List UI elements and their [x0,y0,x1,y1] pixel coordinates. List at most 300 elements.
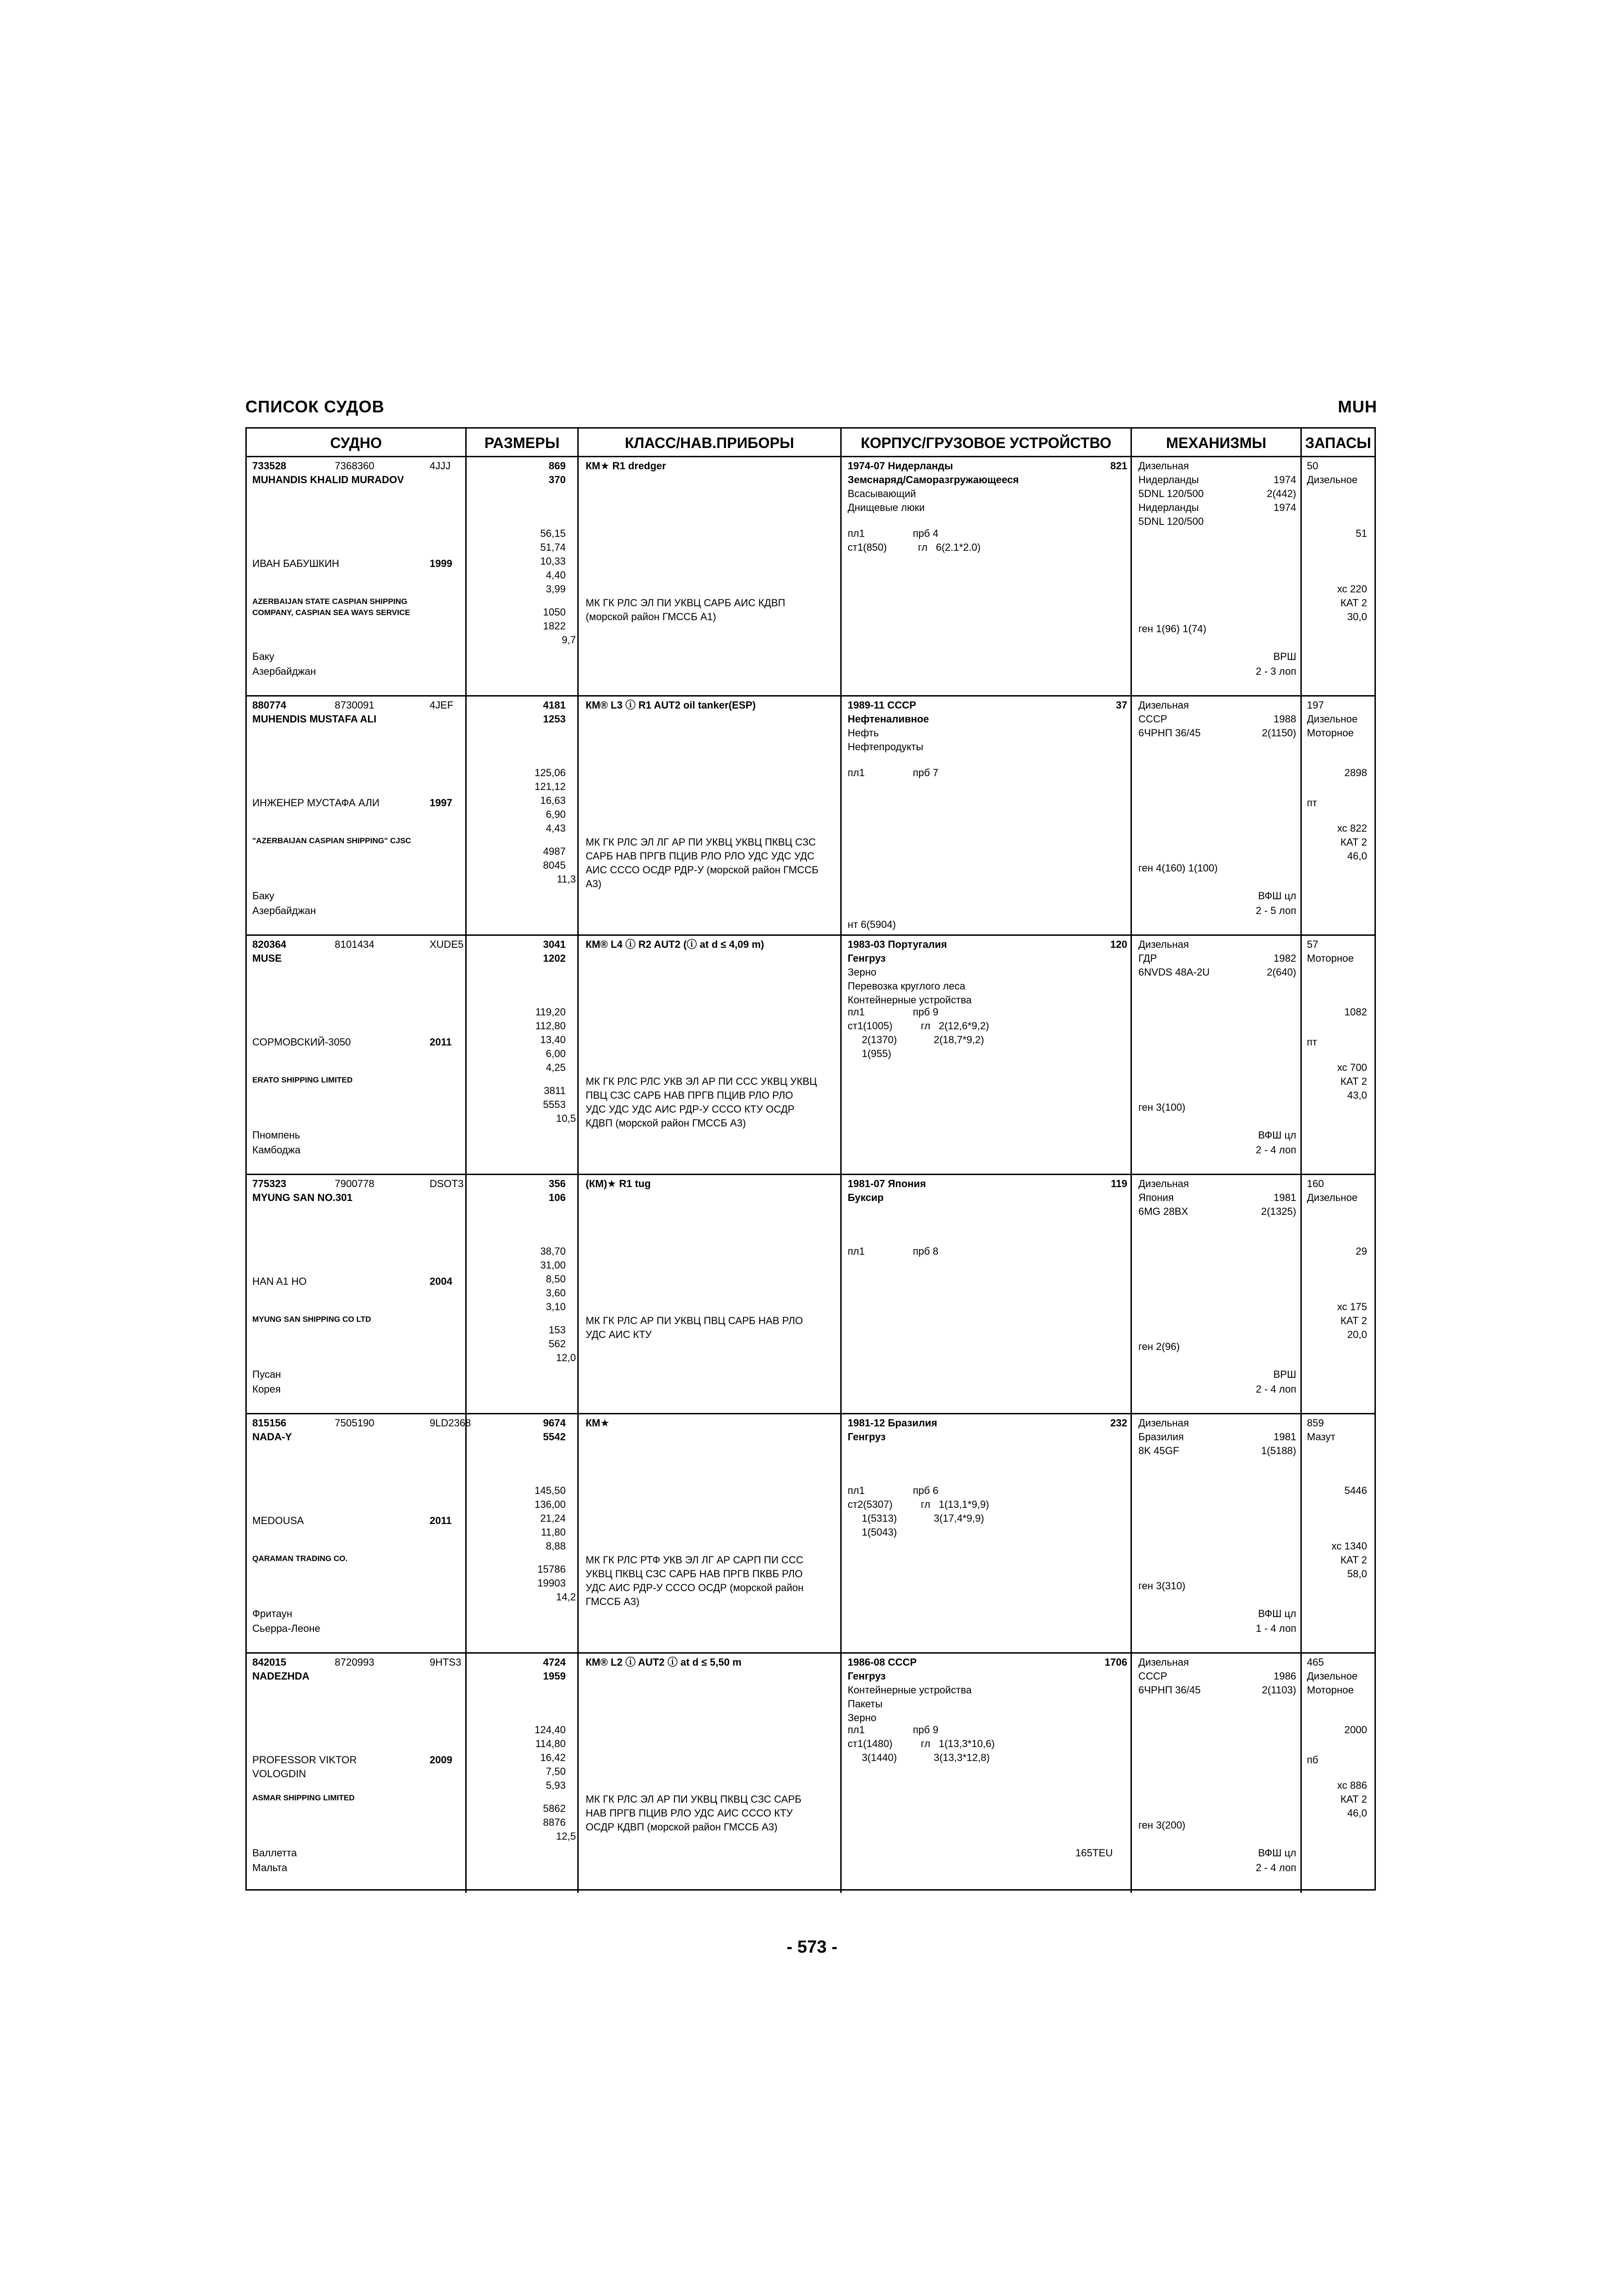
build-date-place: 1989-11 СССР [848,699,916,711]
class-cell [579,1175,842,1413]
fuel-capacity: 29 [1355,1245,1367,1257]
stores-cell [1302,457,1374,695]
ship-entry [247,697,1374,936]
flag-country: Камбоджа [252,1144,301,1156]
yard-number: 120 [1110,939,1127,950]
engine-info: 5DNL 120/500 [1138,488,1204,499]
imo-number: 7900778 [335,1178,375,1189]
fuel-info: 160 [1307,1178,1324,1189]
hull-tech: ст1(850) гл 6(2.1*2.0) [848,541,981,553]
dimension-value: 136,00 [534,1499,566,1510]
nav-equipment: НАВ ПРГВ ПЦИВ РЛО УДС АИС СССО КТУ [586,1807,793,1819]
stores-detail: хс 175 [1337,1301,1367,1313]
fuel-info: Моторное [1307,727,1354,739]
generators: ген 3(200) [1138,1819,1186,1831]
nav-equipment: МК ГК РЛС РЛС УКВ ЭЛ АР ПИ ССС УКВЦ УКВЦ [586,1076,817,1087]
column-header-hull: КОРПУС/ГРУЗОВОЕ УСТРОЙСТВО [842,429,1132,457]
engine-info: Нидерланды [1138,502,1199,513]
column-header-class: КЛАСС/НАВ.ПРИБОРЫ [579,429,842,457]
ship-entry [247,936,1374,1175]
rename-year: 2011 [430,1515,452,1526]
fuel-info: 197 [1307,699,1324,711]
registry-number: 815156 [252,1417,287,1429]
registry-number: 842015 [252,1656,287,1668]
dimension-value: 8,50 [546,1273,566,1285]
dimension-value: 3,99 [546,583,566,595]
tonnage-value: 356 [549,1178,566,1189]
call-sign: 9HTS3 [430,1656,462,1668]
engine-info: 6MG 28BX [1138,1206,1188,1217]
capacity-value: 12,0 [556,1352,576,1363]
hull-tech: 1(5043) [848,1526,897,1538]
nav-equipment: МК ГК РЛС ЭЛ ПИ УКВЦ САРБ АИС КДВП [586,597,786,609]
nav-equipment: ПВЦ СЗС САРБ НАВ ПРГВ ПЦИВ РЛО РЛО [586,1089,793,1101]
ice-class: ВФШ цл [1258,1608,1296,1619]
former-name: СОРМОВСКИЙ-3050 [252,1036,351,1048]
fuel-info: Моторное [1307,952,1354,964]
engine-detail: 1974 [1274,502,1296,513]
home-port: Баку [252,890,275,902]
stores-detail: хс 700 [1337,1062,1367,1073]
nav-equipment: МК ГК РЛС АР ПИ УКВЦ ПВЦ САРБ НАВ РЛО [586,1315,803,1326]
dimension-value: 6,90 [546,809,566,820]
stores-detail: КАТ 2 [1340,836,1367,848]
section-label: MUH [1338,397,1377,416]
ship-name: MYUNG SAN NO.301 [252,1192,353,1203]
container-capacity: 165TEU [1075,1847,1113,1859]
dimension-value: 56,15 [540,528,566,539]
owner-name: ERATO SHIPPING LIMITED [252,1076,353,1084]
fuel-info: Дизельное [1307,474,1358,485]
call-sign: 4JJJ [430,460,451,472]
rename-year: 2009 [430,1754,452,1766]
call-sign: 9LD2368 [430,1417,471,1429]
ship-name: MUHANDIS KHALID MURADOV [252,474,404,485]
registry-number: 733528 [252,460,287,472]
imo-number: 8730091 [335,699,375,711]
yard-number: 821 [1110,460,1127,472]
generators: ген 3(100) [1138,1101,1186,1113]
nav-equipment: А3) [586,878,602,890]
former-name: MEDOUSA [252,1515,304,1526]
yard-number: 1706 [1105,1656,1127,1668]
generators: ген 3(310) [1138,1580,1186,1592]
class-notation: КМ® L3 ⓘ R1 AUT2 oil tanker(ESP) [586,699,756,711]
nav-equipment: МК ГК РЛС ЭЛ АР ПИ УКВЦ ПКВЦ СЗС САРБ [586,1793,802,1805]
yard-number: 37 [1116,699,1127,711]
fuel-flag: пт [1307,797,1317,809]
ship-entry [247,1414,1374,1654]
dimension-value: 16,42 [540,1752,566,1763]
owner-name: AZERBAIJAN STATE CASPIAN SHIPPING [252,597,407,606]
owner-name: "AZERBAIJAN CASPIAN SHIPPING" CJSC [252,836,411,845]
ship-type: Буксир [848,1192,884,1203]
engine-detail: 2(1103) [1262,1684,1296,1696]
dimension-value: 16,63 [540,795,566,806]
tonnage-value: 5542 [543,1431,566,1443]
hull-cell [842,697,1132,934]
ice-class: ВРШ [1273,651,1296,662]
yard-number: 119 [1111,1178,1127,1189]
registry-number: 820364 [252,939,287,950]
fuel-capacity: 1082 [1344,1006,1367,1018]
stores-detail: КАТ 2 [1340,1076,1367,1087]
ice-class: ВФШ цл [1258,1847,1296,1859]
class-cell [579,1414,842,1652]
capacity-value: 14,2 [556,1591,576,1603]
owner-name: ASMAR SHIPPING LIMITED [252,1793,355,1802]
dimension-value: 121,12 [534,781,566,792]
column-headers [247,429,1374,457]
ship-entry [247,457,1374,697]
nav-equipment: УДС АИС КТУ [586,1329,652,1340]
dimension-value: 4,40 [546,569,566,581]
hull-tech: 1(5313) 3(17,4*9,9) [848,1512,984,1524]
tonnage-value: 869 [549,460,566,472]
generators: ген 2(96) [1138,1341,1180,1352]
cargo-type: Контейнерные устройства [848,1684,972,1696]
crew-info: 2 - 4 лоп [1255,1144,1296,1156]
ship-type: Генгруз [848,1670,886,1682]
fuel-capacity: 2898 [1344,767,1367,778]
tonnage-value: 9674 [543,1417,566,1429]
cargo-type: Зерно [848,966,877,978]
fuel-info: Моторное [1307,1684,1354,1696]
engine-info: Япония [1138,1192,1174,1203]
capacity-value: 562 [549,1338,566,1350]
class-notation: КМ★ [586,1417,610,1429]
dimension-value: 4,25 [546,1062,566,1073]
owner-name: QARAMAN TRADING CO. [252,1554,348,1563]
engine-info: Нидерланды [1138,474,1199,485]
engine-detail: 2(640) [1267,966,1296,978]
engine-info: Дизельная [1138,699,1189,711]
generators: ген 4(160) 1(100) [1138,862,1218,874]
dimension-value: 6,00 [546,1048,566,1059]
tonnage-value: 106 [549,1192,566,1203]
dimension-value: 119,20 [535,1006,566,1018]
fuel-info: 859 [1307,1417,1324,1429]
dimension-value: 124,40 [534,1724,566,1736]
hull-tech: 3(1440) 3(13,3*12,8) [848,1752,990,1763]
home-port: Пномпень [252,1129,300,1141]
call-sign: 4JEF [430,699,454,711]
engine-info: Бразилия [1138,1431,1184,1443]
former-name: HAN A1 HO [252,1276,307,1287]
column-header-vessel: СУДНО [247,429,467,457]
engine-detail: 1982 [1274,952,1296,964]
dimension-value: 11,80 [541,1526,566,1538]
build-date-place: 1981-07 Япония [848,1178,926,1189]
rename-year: 1999 [430,558,452,569]
dimension-value: 3,60 [546,1287,566,1299]
class-cell [579,936,842,1174]
dimension-value: 114,80 [535,1738,566,1749]
engine-info: 6ЧРНП 36/45 [1138,1684,1201,1696]
engine-info: ГДР [1138,952,1157,964]
fuel-info: 465 [1307,1656,1324,1668]
capacity-value: 8876 [543,1817,566,1828]
flag-country: Азербайджан [252,666,316,677]
dimension-value: 31,00 [540,1259,566,1271]
nav-equipment: УКВЦ ПКВЦ СЗС САРБ НАВ ПРГВ ПКВБ РЛО [586,1568,803,1580]
nav-equipment: МК ГК РЛС РТФ УКВ ЭЛ ЛГ АР САРП ПИ ССС [586,1554,804,1566]
tonnage-value: 1253 [543,713,566,725]
dimension-value: 125,06 [534,767,566,778]
cargo-type: Пакеты [848,1698,883,1710]
hull-tech: ст1(1005) гл 2(12,6*9,2) [848,1020,989,1032]
hull-tech: 1(955) [848,1048,892,1059]
class-cell [579,1654,842,1893]
home-port: Фритаун [252,1608,293,1619]
crew-info: 2 - 4 лоп [1255,1862,1296,1873]
dimension-value: 3,10 [546,1301,566,1313]
flag-country: Сьерра-Леоне [252,1623,320,1634]
hull-tech: пл1 прб 7 [848,767,938,778]
build-date-place: 1974-07 Нидерланды [848,460,953,472]
nav-equipment: ОСДР КДВП (морской район ГМССБ А3) [586,1821,778,1833]
fuel-info: Дизельное [1307,1192,1358,1203]
stores-detail: хс 220 [1337,583,1367,595]
engine-detail: 1988 [1274,713,1296,725]
dimension-value: 5,93 [546,1780,566,1791]
fuel-info: Дизельное [1307,713,1358,725]
crew-info: 2 - 5 лоп [1255,905,1296,916]
class-notation: КМ® L2 ⓘ AUT2 ⓘ at d ≤ 5,50 m [586,1656,742,1668]
yard-number: 232 [1110,1417,1127,1429]
crew-info: 1 - 4 лоп [1255,1623,1296,1634]
stores-detail: хс 1340 [1331,1540,1367,1552]
ship-type: Нефтеналивное [848,713,929,725]
ship-name: MUHENDIS MUSTAFA ALI [252,713,377,725]
rename-year: 2004 [430,1276,452,1287]
flag-country: Азербайджан [252,905,316,916]
class-cell [579,457,842,695]
build-date-place: 1983-03 Португалия [848,939,947,950]
class-cell [579,697,842,934]
engine-detail: 2(1325) [1261,1206,1296,1217]
nav-equipment: МК ГК РЛС ЭЛ ЛГ АР ПИ УКВЦ УКВЦ ПКВЦ СЗС [586,836,816,848]
capacity-value: 10,5 [556,1113,576,1124]
fuel-flag: пт [1307,1036,1317,1048]
nav-equipment: АИС СССО ОСДР РДР-У (морской район ГМССБ [586,864,818,876]
engine-detail: 1974 [1274,474,1296,485]
capacity-value: 11,3 [556,873,576,885]
home-port: Баку [252,651,275,662]
fuel-capacity: 2000 [1344,1724,1367,1736]
column-header-machinery: МЕХАНИЗМЫ [1132,429,1302,457]
stores-detail: 30,0 [1347,611,1367,622]
hull-tech: 2(1370) 2(18,7*9,2) [848,1034,984,1045]
build-date-place: 1981-12 Бразилия [848,1417,937,1429]
class-notation: (КМ)★ R1 tug [586,1178,651,1189]
ice-class: ВРШ [1273,1369,1296,1380]
nav-equipment: САРБ НАВ ПРГВ ПЦИВ РЛО РЛО УДС УДС УДС [586,850,815,862]
class-notation: КМ★ R1 dredger [586,460,666,472]
nav-equipment: ГМССБ А3) [586,1596,640,1607]
registry-number: 775323 [252,1178,287,1189]
hull-tech: пл1 прб 6 [848,1485,938,1496]
stores-detail: 58,0 [1347,1568,1367,1580]
fuel-info: Мазут [1307,1431,1336,1443]
stores-detail: КАТ 2 [1340,1315,1367,1326]
hull-tech: ст1(1480) гл 1(13,3*10,6) [848,1738,995,1749]
vessel-cell [247,697,467,934]
capacity-value: 5862 [543,1803,566,1814]
fuel-flag: пб [1307,1754,1318,1766]
tonnage-value: 370 [549,474,566,485]
engine-info: 6NVDS 48A-2U [1138,966,1210,978]
capacity-value: 1822 [543,620,566,632]
call-sign: XUDE5 [430,939,464,950]
tonnage-value: 1202 [543,952,566,964]
page-title: СПИСОК СУДОВ [245,397,385,416]
tonnage-value: 3041 [543,939,566,950]
crew-info: 2 - 3 лоп [1255,666,1296,677]
nav-equipment: (морской район ГМССБ А1) [586,611,716,622]
stores-cell [1302,1414,1374,1652]
hull-tech: ст2(5307) гл 1(13,1*9,9) [848,1499,989,1510]
engine-detail: 1981 [1274,1192,1296,1203]
engine-info: 5DNL 120/500 [1138,516,1204,527]
engine-detail: 1(5188) [1261,1445,1296,1456]
imo-number: 8720993 [335,1656,375,1668]
engine-detail: 1981 [1274,1431,1296,1443]
hull-tech: пл1 прб 8 [848,1245,938,1257]
vessel-cell [247,457,467,695]
imo-number: 7505190 [335,1417,375,1429]
engine-detail: 2(1150) [1262,727,1296,739]
ship-type: Земснаряд/Саморазгружающееся [848,474,1019,485]
engine-info: СССР [1138,1670,1168,1682]
tonnage-value: 1959 [543,1670,566,1682]
page-number: - 573 - [787,1937,837,1957]
stores-detail: хс 886 [1337,1780,1367,1791]
owner-name: COMPANY, CASPIAN SEA WAYS SERVICE [252,608,411,617]
dimension-value: 145,50 [534,1485,566,1496]
capacity-value: 8045 [543,859,566,871]
flag-country: Корея [252,1383,281,1395]
engine-detail: 2(442) [1267,488,1296,499]
former-name: ИВАН БАБУШКИН [252,558,339,569]
cargo-type: Зерно [848,1712,877,1724]
tank-capacity: нт 6(5904) [848,919,896,930]
cargo-type: Контейнерные устройства [848,994,972,1006]
owner-name: MYUNG SAN SHIPPING CO LTD [252,1315,371,1324]
capacity-value: 15786 [537,1563,566,1575]
capacity-value: 19903 [537,1577,566,1589]
ship-type: Генгруз [848,952,886,964]
engine-info: Дизельная [1138,460,1189,472]
stores-detail: 46,0 [1347,850,1367,862]
engine-detail: 1986 [1274,1670,1296,1682]
fuel-capacity: 5446 [1344,1485,1367,1496]
dimension-value: 21,24 [540,1512,566,1524]
engine-info: СССР [1138,713,1168,725]
ice-class: ВФШ цл [1258,1129,1296,1141]
cargo-type: Перевозка круглого леса [848,980,966,992]
home-port: Пусан [252,1369,281,1380]
dimension-value: 13,40 [540,1034,566,1045]
fuel-info: Дизельное [1307,1670,1358,1682]
generators: ген 1(96) 1(74) [1138,623,1206,635]
capacity-value: 5553 [543,1099,566,1110]
cargo-type: Всасывающий [848,488,916,499]
nav-equipment: УДС АИС РДР-У СССО ОСДР (морской район [586,1582,804,1593]
stores-detail: 46,0 [1347,1807,1367,1819]
cargo-type: Нефтепродукты [848,741,924,753]
engine-info: 8K 45GF [1138,1445,1180,1456]
capacity-value: 4987 [543,846,566,857]
rename-year: 2011 [430,1036,452,1048]
cargo-type: Днищевые люки [848,502,925,513]
former-name: ИНЖЕНЕР МУСТАФА АЛИ [252,797,380,809]
former-name-cont: VOLOGDIN [252,1768,306,1780]
ship-entry [247,1654,1374,1893]
engine-info: Дизельная [1138,1656,1189,1668]
stores-detail: хс 822 [1337,822,1367,834]
hull-tech: пл1 прб 4 [848,528,938,539]
former-name: PROFESSOR VIKTOR [252,1754,357,1766]
column-header-stores: ЗАПАСЫ [1305,435,1371,451]
stores-detail: КАТ 2 [1340,1554,1367,1566]
stores-cell [1302,1175,1374,1413]
column-header-dimensions: РАЗМЕРЫ [467,429,579,457]
ship-entry [247,1175,1374,1414]
stores-cell [1302,936,1374,1174]
call-sign: DSOT3 [430,1178,464,1189]
nav-equipment: КДВП (морской район ГМССБ А3) [586,1117,746,1129]
rename-year: 1997 [430,797,452,809]
nav-equipment: УДС УДС УДС АИС РДР-У СССО КТУ ОСДР [586,1103,795,1115]
ship-register-table [245,427,1376,1891]
dimension-value: 4,43 [546,822,566,834]
stores-detail: КАТ 2 [1340,597,1367,609]
build-date-place: 1986-08 СССР [848,1656,917,1668]
ship-name: MUSE [252,952,282,964]
dimension-value: 112,80 [535,1020,566,1032]
engine-info: 6ЧРНП 36/45 [1138,727,1201,739]
imo-number: 8101434 [335,939,375,950]
stores-detail: 20,0 [1347,1329,1367,1340]
fuel-capacity: 51 [1355,528,1367,539]
capacity-value: 9,7 [562,634,576,646]
cargo-type: Нефть [848,727,879,739]
engine-info: Дизельная [1138,1417,1189,1429]
dimension-value: 7,50 [546,1766,566,1777]
engine-info: Дизельная [1138,1178,1189,1189]
hull-tech: пл1 прб 9 [848,1006,938,1018]
stores-detail: 43,0 [1347,1089,1367,1101]
hull-cell [842,1175,1132,1413]
dimension-value: 10,33 [540,555,566,567]
dimension-value: 51,74 [540,541,566,553]
tonnage-value: 4724 [543,1656,566,1668]
dimension-value: 8,88 [546,1540,566,1552]
hull-tech: пл1 прб 9 [848,1724,938,1736]
capacity-value: 3811 [543,1085,566,1096]
flag-country: Мальта [252,1862,287,1873]
stores-detail: КАТ 2 [1340,1793,1367,1805]
dimension-value: 38,70 [540,1245,566,1257]
imo-number: 7368360 [335,460,375,472]
capacity-value: 12,5 [556,1830,576,1842]
home-port: Валлетта [252,1847,297,1859]
capacity-value: 1050 [543,606,566,618]
ice-class: ВФШ цл [1258,890,1296,902]
ship-type: Генгруз [848,1431,886,1443]
registry-number: 880774 [252,699,287,711]
